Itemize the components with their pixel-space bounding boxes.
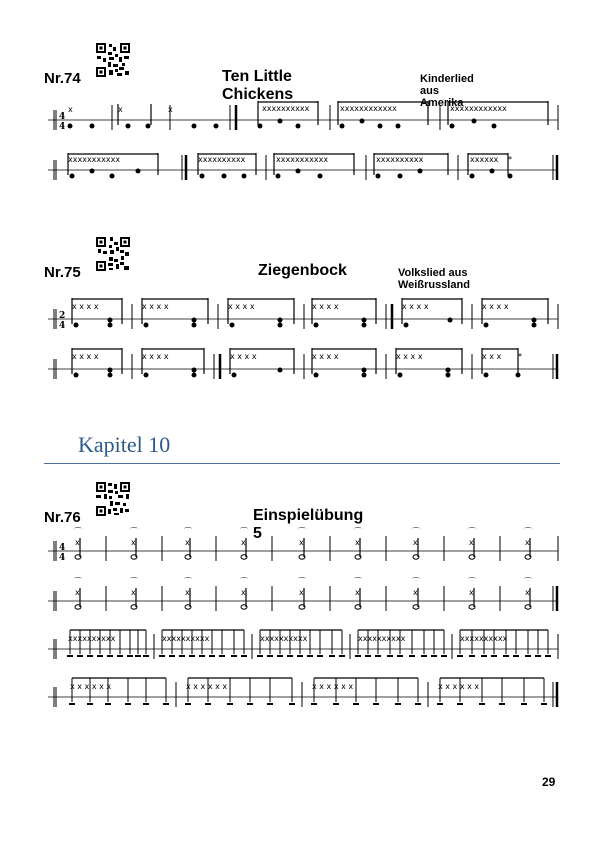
piece-title: Ten Little Chickens xyxy=(222,68,294,103)
piece-origin: Kinderlied aus Amerika xyxy=(420,73,474,109)
svg-text:4: 4 xyxy=(59,553,66,563)
svg-text:x: x xyxy=(525,538,530,547)
svg-text:⌒: ⌒ xyxy=(240,577,248,586)
svg-text:4: 4 xyxy=(59,543,66,553)
piece-number: Nr.76 xyxy=(44,509,81,526)
svg-text:xxxxxxxxxx: xxxxxxxxxx xyxy=(358,634,406,643)
svg-text:x x x x: x x x x xyxy=(482,302,509,311)
svg-text:⌒: ⌒ xyxy=(130,527,138,536)
svg-text:⌒: ⌒ xyxy=(524,577,532,586)
svg-text:⌒: ⌒ xyxy=(298,577,306,586)
qr-code-icon[interactable] xyxy=(95,481,131,517)
piece-74-notation xyxy=(48,95,560,195)
svg-text:⌒: ⌒ xyxy=(524,527,532,536)
svg-text:x: x xyxy=(299,538,304,547)
svg-text:⌒: ⌒ xyxy=(74,527,82,536)
svg-text:xxxxxxxxxx: xxxxxxxxxx xyxy=(460,634,508,643)
svg-text:x x x x x x: x x x x x x xyxy=(438,682,480,691)
qr-code-icon[interactable] xyxy=(95,236,131,272)
svg-text:⌒: ⌒ xyxy=(184,527,192,536)
piece-76-notation xyxy=(48,526,560,726)
svg-text:*: * xyxy=(518,352,522,361)
svg-text:x x x x: x x x x xyxy=(402,302,429,311)
piece-number: Nr.74 xyxy=(44,70,81,87)
svg-text:x x x x: x x x x xyxy=(396,352,423,361)
svg-text:x: x xyxy=(525,588,530,597)
svg-text:x x x x: x x x x xyxy=(142,352,169,361)
svg-text:xxxxxxxxxx: xxxxxxxxxx xyxy=(376,155,424,164)
svg-text:x x x x: x x x x xyxy=(72,352,99,361)
svg-text:x: x xyxy=(168,105,173,114)
svg-text:⌒: ⌒ xyxy=(354,577,362,586)
svg-text:2: 2 xyxy=(59,311,66,321)
svg-text:x: x xyxy=(469,588,474,597)
svg-text:⌒: ⌒ xyxy=(130,577,138,586)
svg-text:xxxxxxxxxxxx: xxxxxxxxxxxx xyxy=(340,104,397,113)
svg-text:xxxxxxxxxx: xxxxxxxxxx xyxy=(162,634,210,643)
svg-text:xxxxxxxxxx: xxxxxxxxxx xyxy=(262,104,310,113)
svg-text:⌒: ⌒ xyxy=(354,527,362,536)
svg-text:x: x xyxy=(185,588,190,597)
svg-text:4: 4 xyxy=(59,321,66,331)
svg-text:x x x x x x: x x x x x x xyxy=(312,682,354,691)
svg-text:x: x xyxy=(68,105,73,114)
svg-text:xxxxxxxxxxx: xxxxxxxxxxx xyxy=(68,155,121,164)
chapter-title: Kapitel 10 xyxy=(78,432,171,457)
page-number: 29 xyxy=(542,775,556,789)
svg-text:xxxxxxxxxxxx: xxxxxxxxxxxx xyxy=(450,104,507,113)
svg-text:4: 4 xyxy=(59,122,66,132)
svg-text:⌒: ⌒ xyxy=(298,527,306,536)
svg-text:x x x x: x x x x xyxy=(230,352,257,361)
svg-text:4: 4 xyxy=(59,112,66,122)
svg-text:⌒: ⌒ xyxy=(74,577,82,586)
svg-text:⌒: ⌒ xyxy=(184,577,192,586)
chapter-divider xyxy=(44,463,560,464)
svg-text:x x x x: x x x x xyxy=(312,302,339,311)
svg-text:x: x xyxy=(355,588,360,597)
svg-text:x: x xyxy=(75,588,80,597)
svg-text:x x x x: x x x x xyxy=(228,302,255,311)
svg-text:x: x xyxy=(299,588,304,597)
svg-text:x: x xyxy=(241,538,246,547)
svg-text:xxxxxxxxxx: xxxxxxxxxx xyxy=(198,155,246,164)
svg-text:x x x x x x: x x x x x x xyxy=(70,682,112,691)
qr-code-icon[interactable] xyxy=(95,42,131,78)
svg-text:xxxxxxxxxxx: xxxxxxxxxxx xyxy=(276,155,329,164)
svg-text:x x x x: x x x x xyxy=(72,302,99,311)
svg-text:xxxxxxxxxx: xxxxxxxxxx xyxy=(68,634,116,643)
svg-text:x x x x: x x x x xyxy=(312,352,339,361)
svg-text:xxxxxx: xxxxxx xyxy=(470,155,499,164)
svg-text:x: x xyxy=(413,588,418,597)
svg-text:⌒: ⌒ xyxy=(468,577,476,586)
svg-text:x: x xyxy=(185,538,190,547)
svg-text:x: x xyxy=(118,105,123,114)
piece-title: Einspielübung 5 xyxy=(253,507,364,542)
svg-text:x: x xyxy=(413,538,418,547)
svg-text:x x x x: x x x x xyxy=(142,302,169,311)
svg-text:⌒: ⌒ xyxy=(412,577,420,586)
svg-text:x: x xyxy=(75,538,80,547)
svg-text:x: x xyxy=(241,588,246,597)
svg-text:x: x xyxy=(355,538,360,547)
svg-text:x: x xyxy=(131,538,136,547)
piece-number: Nr.75 xyxy=(44,264,81,281)
piece-75-notation xyxy=(48,288,560,388)
svg-text:⌒: ⌒ xyxy=(412,527,420,536)
svg-text:x x x x x x: x x x x x x xyxy=(186,682,228,691)
svg-text:x: x xyxy=(469,538,474,547)
svg-text:x: x xyxy=(131,588,136,597)
piece-origin: Volkslied aus Weißrussland xyxy=(398,267,470,291)
svg-text:⌒: ⌒ xyxy=(240,527,248,536)
svg-text:xxxxxxxxxx: xxxxxxxxxx xyxy=(260,634,308,643)
svg-text:⌒: ⌒ xyxy=(468,527,476,536)
piece-title: Ziegenbock xyxy=(258,262,347,279)
svg-text:x x x: x x x xyxy=(482,352,502,361)
svg-text:*: * xyxy=(508,155,512,164)
